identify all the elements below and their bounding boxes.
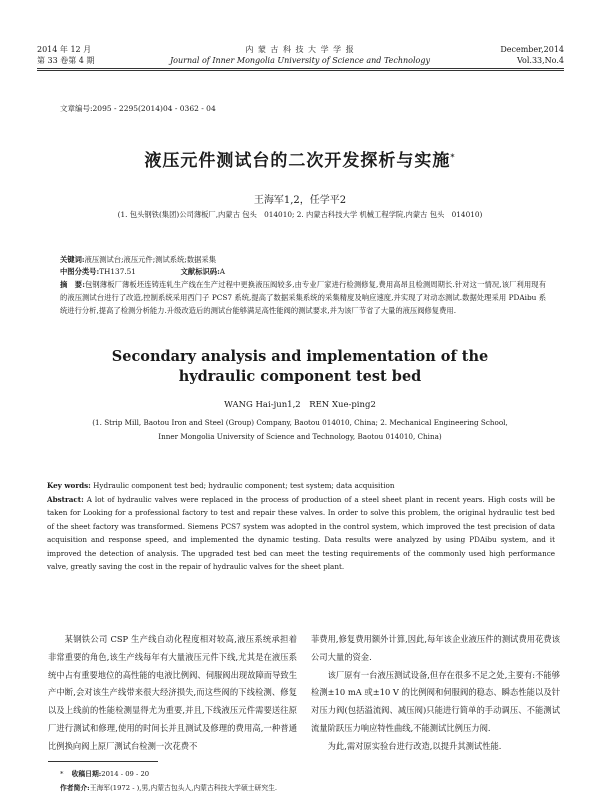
affiliation-en xyxy=(40,416,560,443)
body-column-left xyxy=(48,631,297,756)
issue-date: 2014 年 12 月 xyxy=(37,45,92,54)
doc-code-value: A xyxy=(219,267,226,276)
article-number: 文章编号:2095 - 2295(2014)04 - 0362 - 04 xyxy=(60,104,216,113)
title-en-line2: hydraulic component test bed xyxy=(178,368,422,385)
page-title-cn xyxy=(0,146,600,171)
abstract-text-cn: 包钢薄板厂薄板坯连铸连轧生产线在生产过程中更换液压阀较多,由专业厂家进行检测修复,费用高昂且检测周期长.针对这一情况,该厂利用现有的液压测试台进行了改造,控制系统采用西门子 PCS7 系统,提高了数据采集系统的采集精度及响应速度,并实现了对动态测试.数据处理采用 PDAibu 系统进行分析,提高了检测分析能力.升级改造后的测试台能够满足高性能阀的测试要求,并为该厂节省了大量的液压阀修复费用. xyxy=(60,280,546,316)
doc-code-label: 文献标识码: xyxy=(180,267,220,276)
bio-text: 王海军(1972 - ),男,内蒙古包头人,内蒙古科技大学硕士研究生. xyxy=(89,784,278,792)
title-footnote-mark: * xyxy=(450,151,456,162)
footnote-received xyxy=(60,768,149,778)
keywords-text: 液压测试台;液压元件;测试系统;数据采集 xyxy=(84,255,217,264)
received-label: 收稿日期: xyxy=(71,770,102,778)
bio-label: 作者简介: xyxy=(60,784,90,792)
title-text: 液压元件测试台的二次开发探析与实施 xyxy=(144,151,451,171)
title-en-line1: Secondary analysis and implementation of the xyxy=(111,348,489,365)
page-title-en xyxy=(0,347,600,387)
abstract-cn xyxy=(60,278,546,318)
keywords-text-en: Hydraulic component test bed; hydraulic component; test system; data acquisition xyxy=(93,481,395,490)
body-column-right xyxy=(311,631,560,756)
footnote-bio xyxy=(60,782,277,792)
affiliation-en-line1: (1. Strip Mill, Baotou Iron and Steel (Group) Company, Baotou 014010, China; 2. Mechanical Engineering School, xyxy=(92,418,508,427)
body-paragraph: 为此,需对原实验台进行改造,以提升其测试性能. xyxy=(327,740,502,751)
body-paragraph: 菲费用,修复费用额外计算,因此,每年该企业液压件的测试费用花费该公司大量的资金. xyxy=(311,634,560,662)
volume-issue-cn: 第 33 卷第 4 期 xyxy=(37,56,95,65)
running-header-center xyxy=(160,44,440,66)
journal-name-cn: 内 蒙 古 科 技 大 学 学 报 xyxy=(245,45,355,54)
keywords-cn xyxy=(60,254,216,265)
issue-date-en: December,2014 xyxy=(500,45,564,54)
classification-cn xyxy=(60,266,225,277)
keywords-label-en: Key words: xyxy=(47,481,91,490)
clc-value: TH137.51 xyxy=(99,267,136,276)
abstract-text-en: A lot of hydraulic valves were replaced in the process of production of a steel sheet plant in recent years. High costs will be taken for Looking for a professional factory to test and repair these valves. In order to solve this problem, the original hydraulic test bed of the sheet factory was transformed. Siemens PCS7 system was adopted in the control system, which improved the test precision of data acquisition and response speed, and implemented the dynamic testing. Data results were analyzed by using PDAibu system, and it improved the detection of analysis. The upgraded test bed can meet the testing requirements of the commonly used high performance valve, greatly saving the cost in the repair of hydraulic valves for the sheet plant. xyxy=(47,495,555,572)
footnote-mark: * xyxy=(60,770,64,778)
keywords-en xyxy=(47,481,555,490)
abstract-en xyxy=(47,493,555,573)
affiliation-en-line2: Inner Mongolia University of Science and Technology, Baotou 014010, China) xyxy=(158,431,442,441)
received-date: 2014 - 09 - 20 xyxy=(101,770,150,778)
running-header-left xyxy=(37,44,94,66)
abstract-label-en: Abstract: xyxy=(47,495,84,504)
affiliation-cn: (1. 包头钢铁(集团)公司薄板厂,内蒙古 包头 014010; 2. 内蒙古科技大学 机械工程学院,内蒙古 包头 014010) xyxy=(117,210,483,219)
header-rule-double xyxy=(37,70,564,71)
keywords-label: 关键词: xyxy=(60,255,85,264)
abstract-label-cn: 摘 要: xyxy=(60,280,85,289)
footnote-rule xyxy=(48,761,158,762)
volume-issue-en: Vol.33,No.4 xyxy=(517,56,564,65)
running-header-right xyxy=(500,44,564,66)
body-paragraph: 该厂原有一台液压测试设备,但存在很多不足之处,主要有:不能够检测±10 mA 或±10 V 的比例阀和伺服阀的稳态、瞬态性能以及针对压力阀(包括溢流阀、减压阀)只能进行简单的手动调压、不能测试流量阶跃压力响应特性曲线,不能测试比例压力阀. xyxy=(311,669,560,733)
authors-en: WANG Hai-jun1,2 REN Xue-ping2 xyxy=(224,400,376,410)
body-paragraph: 某钢铁公司 CSP 生产线自动化程度相对较高,液压系统承担着非常重要的角色,该生产线每年有大量液压元件下线,尤其是在液压系统中占有重要地位的高性能的电液比例阀、伺服阀出现故障而导致生产中断,会对该生产线带来很大经济损失,而这些阀的下线检测、修复以及上线前的性能检测显得尤为重要,并且,下线液压元件需要送往原厂进行测试和修理,使用的时间长并且测试及修理的费用高,一种普通比例换向阀上原厂测试台检测一次花费不 xyxy=(48,634,297,751)
authors-cn: 王海军1,2，任学平2 xyxy=(253,195,347,206)
journal-name-en: Journal of Inner Mongolia University of Science and Technology xyxy=(169,56,431,65)
header-rule xyxy=(37,68,564,69)
clc-label: 中图分类号: xyxy=(60,267,100,276)
